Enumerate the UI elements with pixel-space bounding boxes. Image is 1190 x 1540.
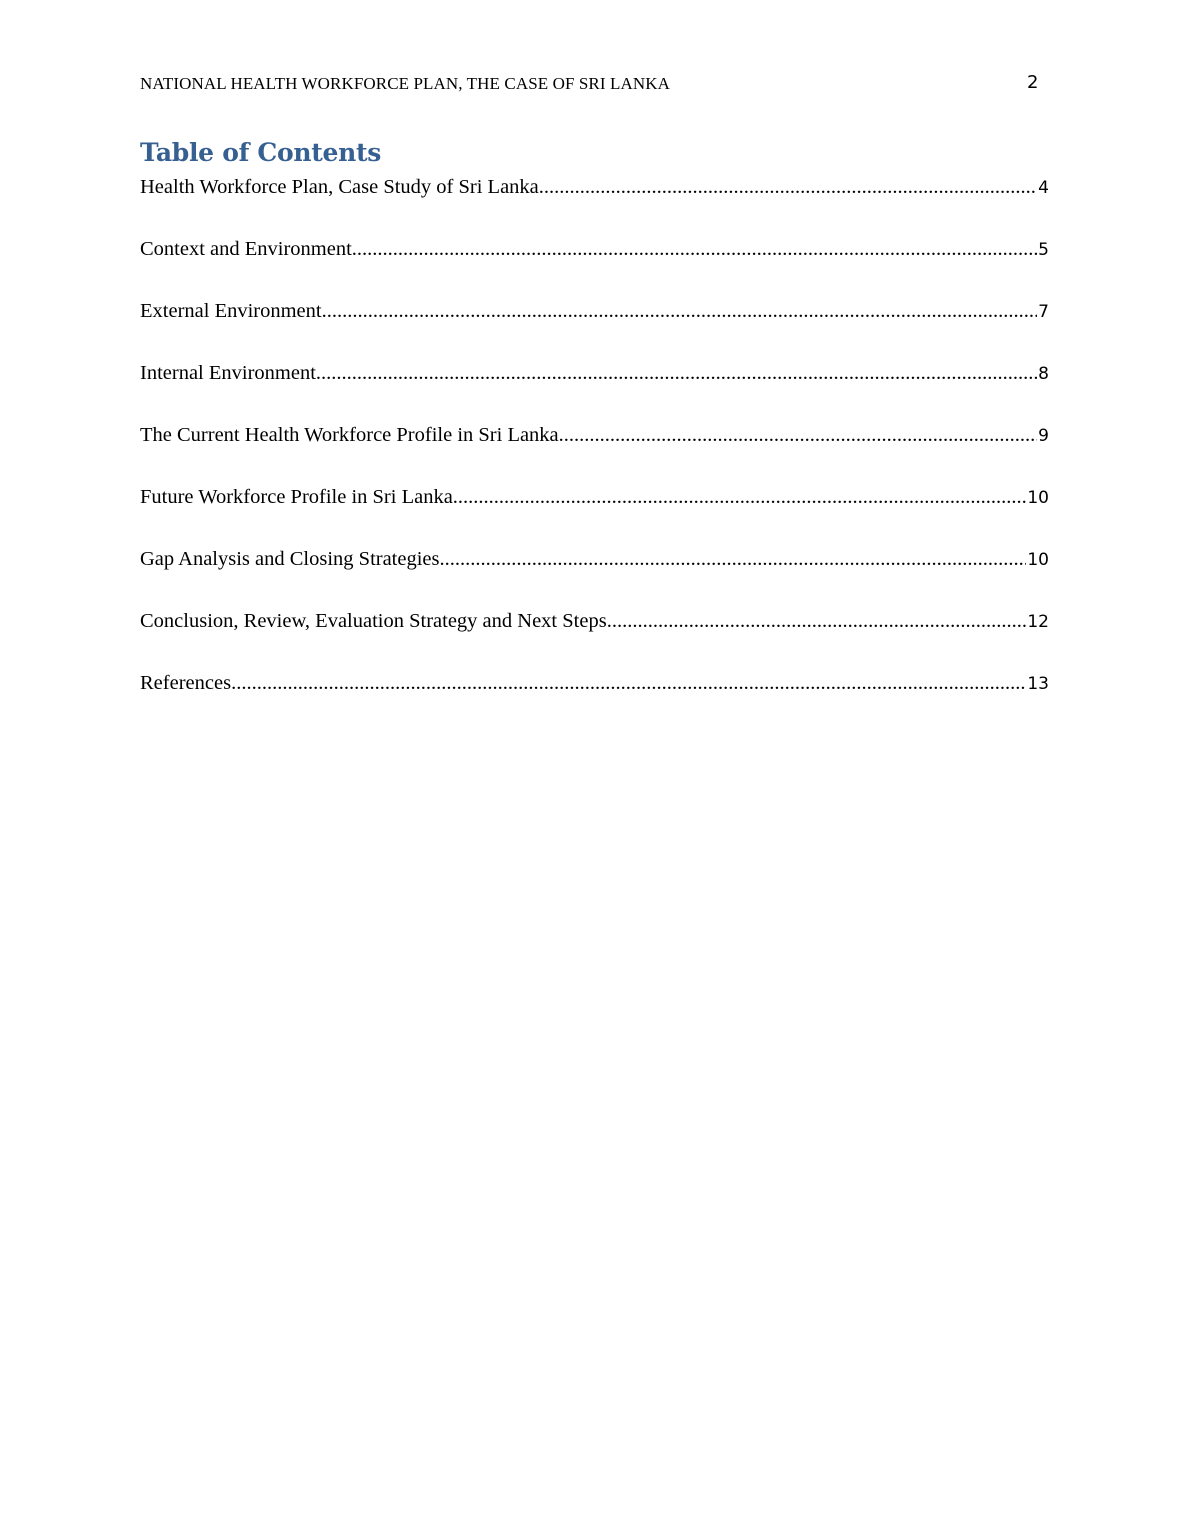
toc-entry-text[interactable]: Context and Environment [140,238,352,260]
toc-entry-text[interactable]: References [140,672,232,694]
toc-dot-leader [322,300,1038,323]
toc-entry-text[interactable]: Health Workforce Plan, Case Study of Sri Lanka [140,176,539,198]
toc-entry-text[interactable]: External Environment [140,300,322,322]
toc-entry-text[interactable]: Gap Analysis and Closing Strategies [140,548,440,570]
toc-entry-page[interactable]: 4 [1038,178,1049,198]
toc-entry-page[interactable]: 7 [1038,302,1049,322]
page-number: 2 [1027,72,1039,93]
toc-entry-text[interactable]: Internal Environment [140,362,316,384]
toc-entry[interactable] [140,238,1049,300]
toc-dot-leader [352,238,1037,261]
toc-dot-leader [559,424,1038,447]
toc-entry[interactable] [140,424,1049,486]
toc-entry[interactable] [140,300,1049,362]
toc-entry[interactable] [140,176,1049,238]
running-head: NATIONAL HEALTH WORKFORCE PLAN, THE CASE OF SRI LANKA [140,74,670,93]
toc-entry-text[interactable]: The Current Health Workforce Profile in Sri Lanka [140,424,559,446]
toc-entry-page[interactable]: 10 [1027,550,1049,570]
toc-entry[interactable] [140,362,1049,424]
toc-dot-leader [453,486,1027,509]
toc-entry-page[interactable]: 8 [1038,364,1049,384]
toc-dot-leader [607,610,1027,633]
toc-entry-page[interactable]: 9 [1038,426,1049,446]
toc-dot-leader [440,548,1027,571]
toc-entry[interactable] [140,548,1049,610]
toc-entry-page[interactable]: 5 [1038,240,1049,260]
toc-entry-page[interactable]: 13 [1027,674,1049,694]
toc-entry[interactable] [140,486,1049,548]
toc-entry[interactable] [140,610,1049,672]
toc-entry-page[interactable]: 10 [1027,488,1049,508]
toc-entry-text[interactable]: Future Workforce Profile in Sri Lanka [140,486,453,508]
toc-entry[interactable] [140,672,1049,734]
toc-title: Table of Contents [140,138,382,167]
toc-entry-page[interactable]: 12 [1027,612,1049,632]
toc-list [140,176,1049,734]
toc-dot-leader [231,672,1026,695]
toc-dot-leader [316,362,1037,385]
toc-dot-leader [539,176,1037,199]
toc-entry-text[interactable]: Conclusion, Review, Evaluation Strategy and Next Steps [140,610,607,632]
